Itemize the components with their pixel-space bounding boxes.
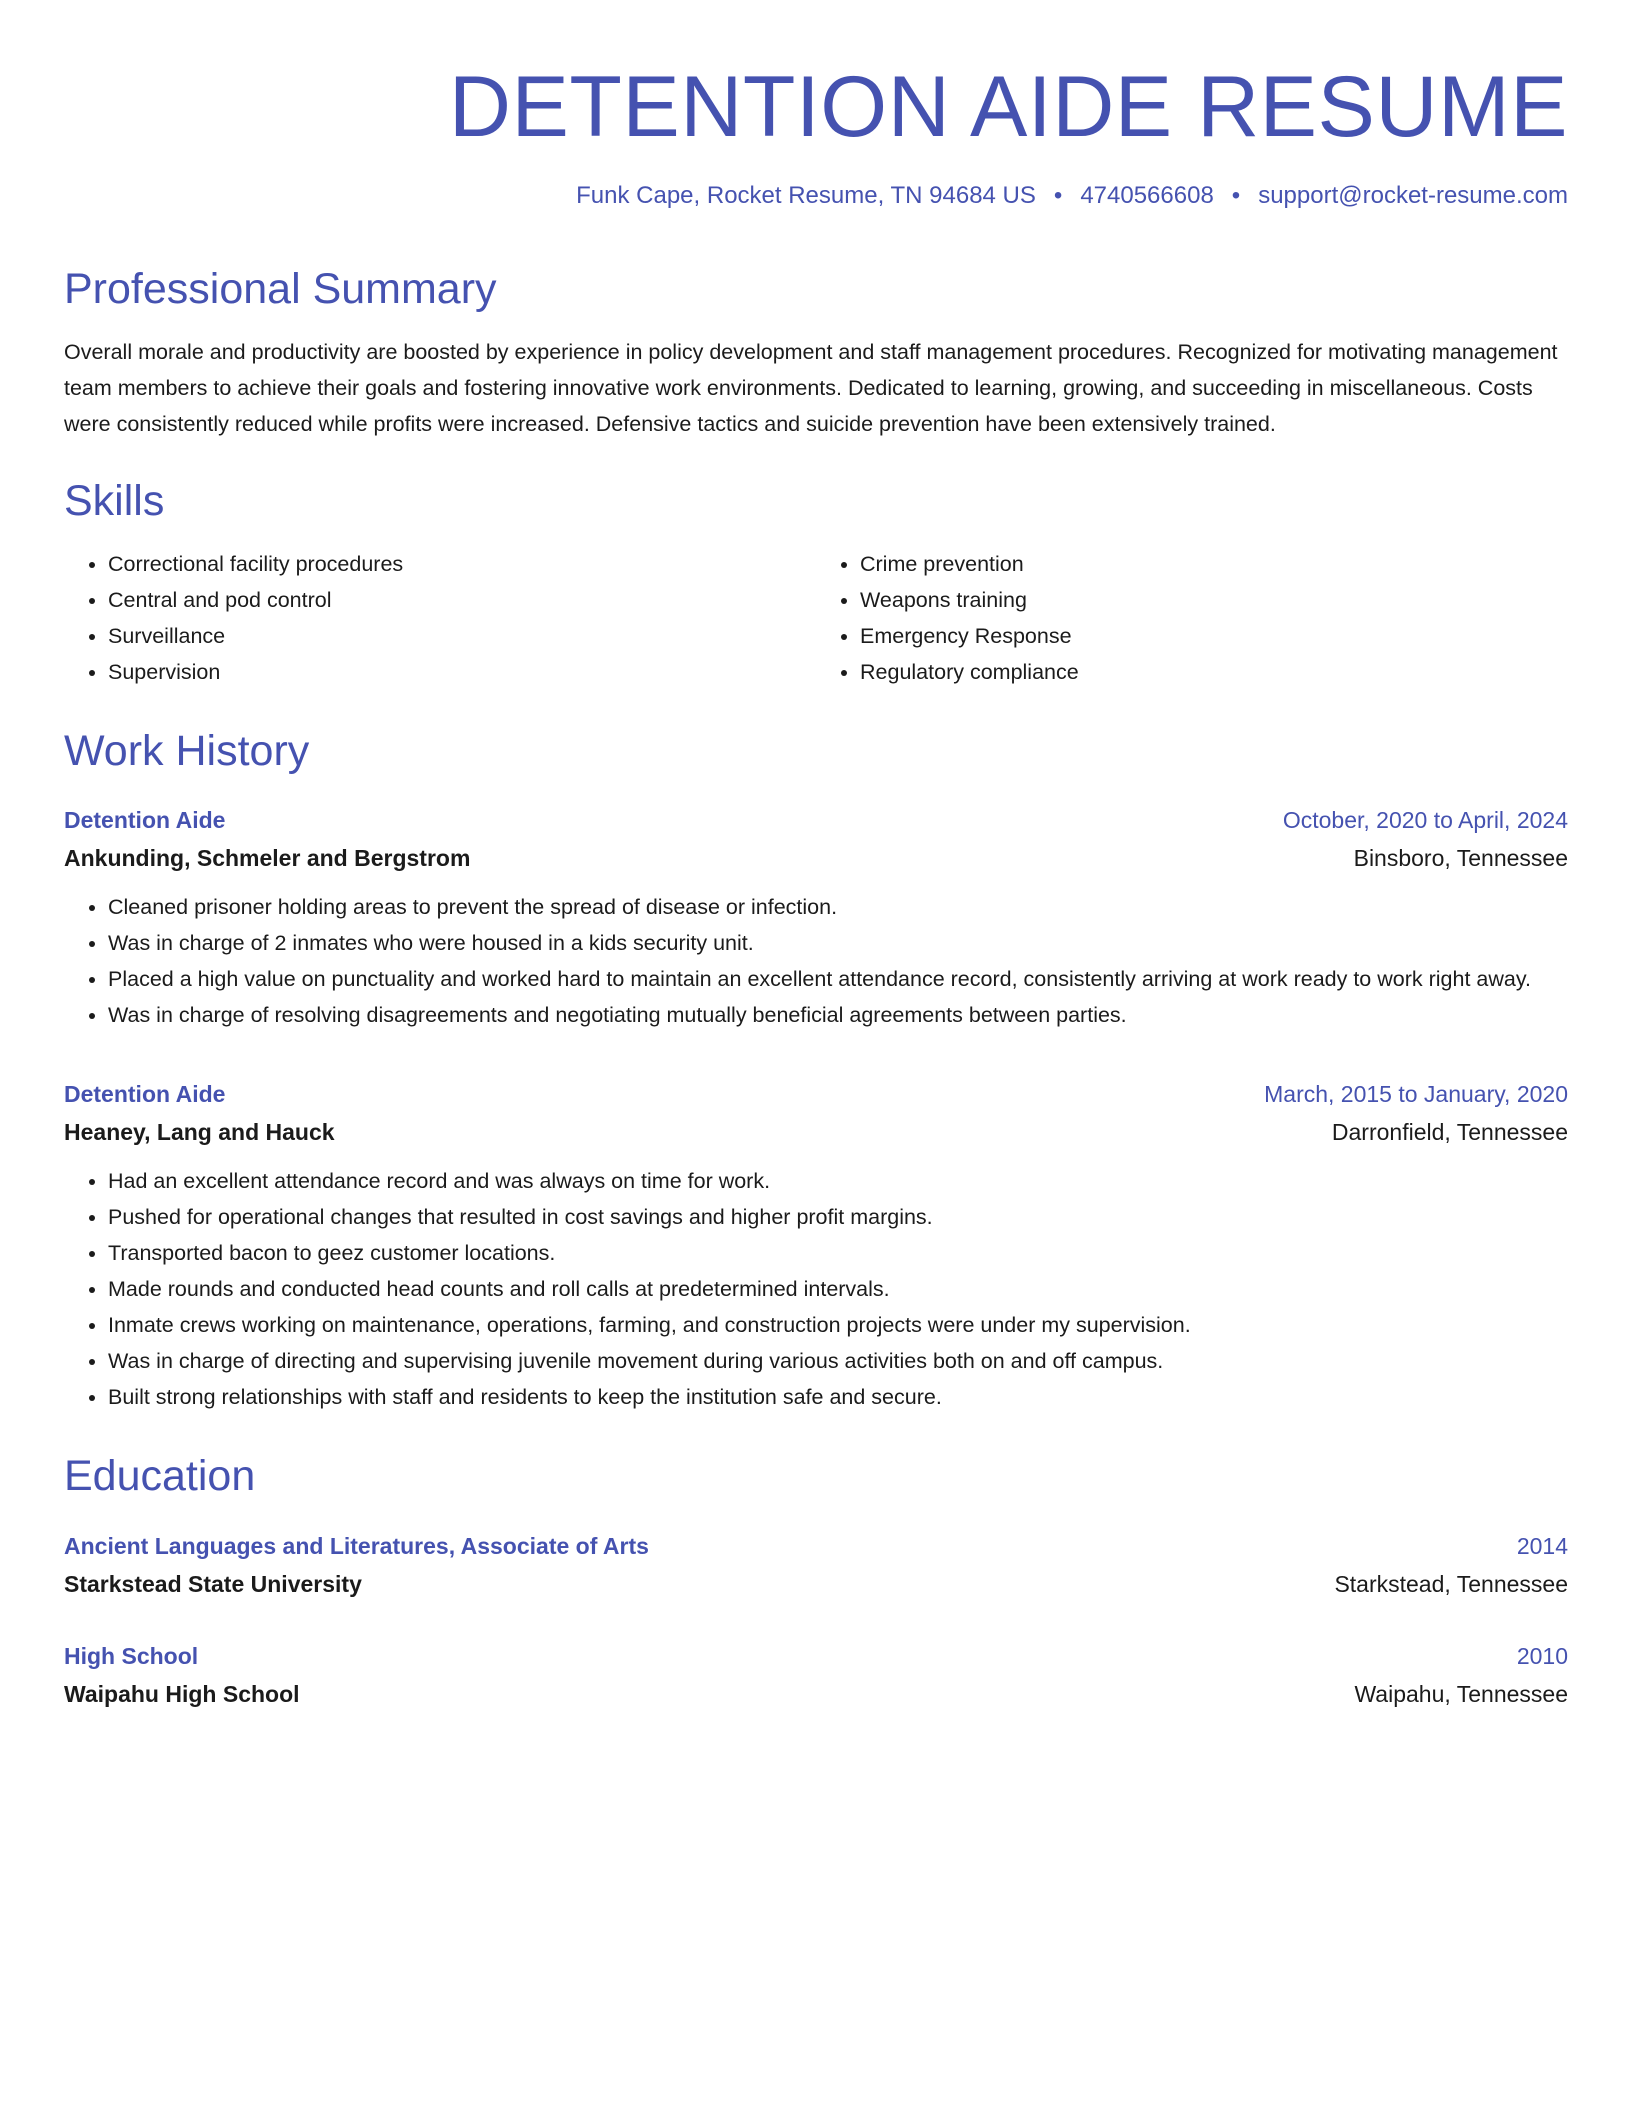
contact-address: Funk Cape, Rocket Resume, TN 94684 US xyxy=(576,181,1036,209)
education-year: 2014 xyxy=(1516,1532,1568,1559)
job-entry xyxy=(64,801,1568,1033)
education-subheader xyxy=(64,1675,1568,1713)
education-school: Waipahu High School xyxy=(64,1680,300,1707)
education-heading: Education xyxy=(64,1452,256,1501)
job-duty: • Inmate crews working on maintenance, operations, farming, and construction projects were under my supervision. xyxy=(108,1307,1568,1343)
summary-heading: Professional Summary xyxy=(64,265,497,314)
job-dates: October, 2020 to April, 2024 xyxy=(1282,807,1568,834)
education-year: 2010 xyxy=(1516,1642,1568,1669)
job-subheader xyxy=(64,1113,1568,1151)
job-entry xyxy=(64,1075,1568,1415)
skill-item: • Regulatory compliance xyxy=(860,654,1568,690)
education-location: Waipahu, Tennessee xyxy=(1354,1680,1568,1707)
job-duty: • Cleaned prisoner holding areas to prevent the spread of disease or infection. xyxy=(108,889,1568,925)
education-entry xyxy=(64,1527,1568,1603)
job-duties xyxy=(64,1163,1568,1415)
resume-title: DETENTION AIDE RESUME xyxy=(448,59,1568,155)
job-company: Heaney, Lang and Hauck xyxy=(64,1119,335,1146)
job-duty: • Was in charge of resolving disagreements and negotiating mutually beneficial agreements between parties. xyxy=(108,997,1568,1033)
skill-item: • Crime prevention xyxy=(860,546,1568,582)
skill-item: • Emergency Response xyxy=(860,618,1568,654)
job-duty: • Pushed for operational changes that resulted in cost savings and higher profit margins. xyxy=(108,1199,1568,1235)
job-duties xyxy=(64,889,1568,1033)
job-duty: • Had an excellent attendance record and was always on time for work. xyxy=(108,1163,1568,1199)
resume-page xyxy=(64,40,1568,1713)
job-subheader xyxy=(64,839,1568,877)
contact-line xyxy=(64,179,1568,213)
skill-item: • Surveillance xyxy=(108,618,816,654)
job-duty: • Placed a high value on punctuality and worked hard to maintain an excellent attendance record, consistently arriving at work ready to work right away. xyxy=(108,961,1568,997)
skill-item: • Supervision xyxy=(108,654,816,690)
job-header xyxy=(64,1075,1568,1113)
job-title: Detention Aide xyxy=(64,807,226,834)
job-duty: • Built strong relationships with staff and residents to keep the institution safe and secure. xyxy=(108,1379,1568,1415)
job-dates: March, 2015 to January, 2020 xyxy=(1264,1081,1568,1108)
education-degree: High School xyxy=(64,1642,199,1669)
skill-item: • Weapons training xyxy=(860,582,1568,618)
job-company: Ankunding, Schmeler and Bergstrom xyxy=(64,845,471,872)
skills-column-right xyxy=(816,546,1568,690)
contact-phone: 4740566608 xyxy=(1080,181,1214,209)
skills-column-left xyxy=(64,546,816,690)
education-subheader xyxy=(64,1565,1568,1603)
summary-text: Overall morale and productivity are boosted by experience in policy development and staff management procedures. Recognized for motivating management team members to achieve their goals and fostering innovative work environments. Dedicated to learning, growing, and succeeding in miscellaneous. Costs were consistently reduced while profits were increased. Defensive tactics and suicide prevention have been extensively trained. xyxy=(64,340,1558,437)
job-header xyxy=(64,801,1568,839)
job-title: Detention Aide xyxy=(64,1081,226,1108)
job-duty: • Was in charge of 2 inmates who were housed in a kids security unit. xyxy=(108,925,1568,961)
education-header xyxy=(64,1637,1568,1675)
skills-list xyxy=(64,546,1568,690)
work-history-heading: Work History xyxy=(64,726,310,775)
skill-item: • Correctional facility procedures xyxy=(108,546,816,582)
job-location: Darronfield, Tennessee xyxy=(1331,1119,1568,1146)
skill-item: • Central and pod control xyxy=(108,582,816,618)
education-header xyxy=(64,1527,1568,1565)
job-duty: • Made rounds and conducted head counts and roll calls at predetermined intervals. xyxy=(108,1271,1568,1307)
contact-separator: • xyxy=(1053,181,1063,209)
education-entry xyxy=(64,1637,1568,1713)
contact-email[interactable]: support@rocket-resume.com xyxy=(1258,181,1568,209)
skills-heading: Skills xyxy=(64,477,165,526)
job-location: Binsboro, Tennessee xyxy=(1353,845,1568,872)
contact-separator: • xyxy=(1231,181,1241,209)
job-duty: • Transported bacon to geez customer locations. xyxy=(108,1235,1568,1271)
job-duty: • Was in charge of directing and supervising juvenile movement during various activities both on and off campus. xyxy=(108,1343,1568,1379)
education-school: Starkstead State University xyxy=(64,1570,362,1597)
education-location: Starkstead, Tennessee xyxy=(1334,1570,1568,1597)
education-degree: Ancient Languages and Literatures, Associate of Arts xyxy=(64,1532,649,1559)
